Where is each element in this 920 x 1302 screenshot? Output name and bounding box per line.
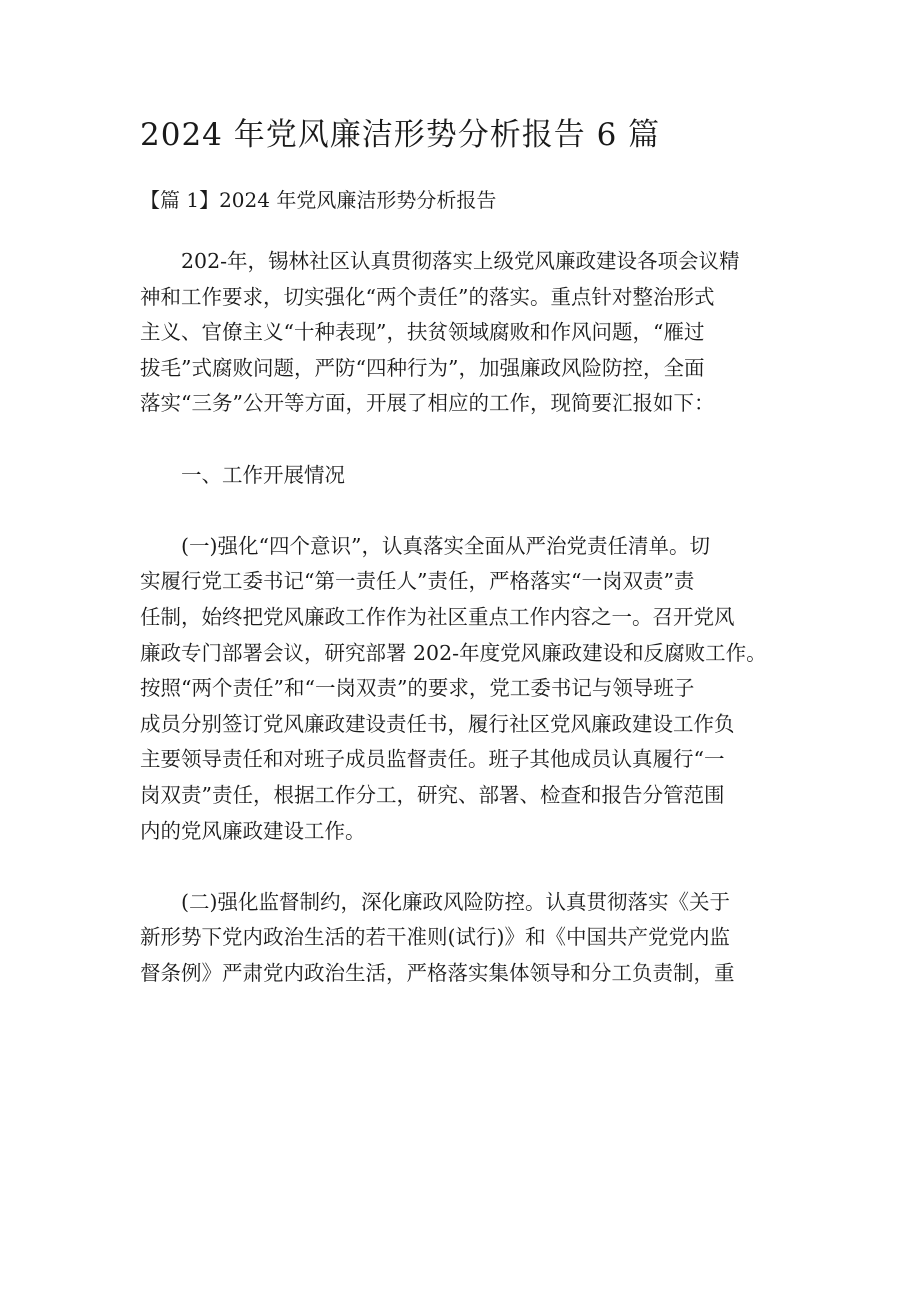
paragraph-line: 按照“两个责任”和“一岗双责”的要求，党工委书记与领导班子: [140, 676, 695, 701]
paragraph-line: 岗双责”责任，根据工作分工，研究、部署、检查和报告分管范围: [140, 782, 725, 807]
paragraph-line: (一)强化“四个意识”，认真落实全面从严治党责任清单。切: [181, 533, 710, 558]
paragraph-line: 主要领导责任和对班子成员监督责任。班子其他成员认真履行“一: [140, 747, 725, 772]
paragraph-intro: [140, 244, 830, 422]
paragraph-line: 神和工作要求，切实强化“两个责任”的落实。重点针对整治形式: [140, 284, 715, 309]
document-body: [140, 244, 830, 991]
paragraph-line: 任制，始终把党风廉政工作作为社区重点工作内容之一。召开党风: [140, 604, 735, 629]
paragraph-item-two: [140, 885, 830, 992]
paragraph-spacer: [140, 422, 830, 458]
paragraph-line: 新形势下党内政治生活的若干准则(试行)》和《中国共产党党内监: [140, 925, 730, 950]
paragraph-line: (二)强化监督制约，深化廉政风险防控。认真贯彻落实《关于: [181, 889, 730, 914]
paragraph-line: 内的党风廉政建设工作。: [140, 818, 366, 843]
paragraph-line: 一、工作开展情况: [181, 462, 345, 487]
paragraph-line: 廉政专门部署会议，研究部署 202-年度党风廉政建设和反腐败工作。: [140, 640, 767, 665]
section-heading: 【篇 1】2024 年党风廉洁形势分析报告: [140, 188, 497, 212]
paragraph-line: 成员分别签订党风廉政建设责任书，履行社区党风廉政建设工作负: [140, 711, 735, 736]
paragraph-line: 202-年，锡林社区认真贯彻落实上级党风廉政建设各项会议精: [181, 249, 740, 273]
paragraph-line: 落实“三务”公开等方面，开展了相应的工作，现简要汇报如下：: [140, 391, 715, 416]
paragraph-line: 主义、官僚主义“十种表现”，扶贫领域腐败和作风问题，“雁过: [140, 320, 705, 345]
paragraph-spacer: [140, 493, 830, 529]
paragraph-spacer: [140, 849, 830, 885]
paragraph-line: 督条例》严肃党内政治生活，严格落实集体领导和分工负责制，重: [140, 960, 735, 985]
paragraph-item-one: [140, 529, 830, 849]
paragraph-line: 拔毛”式腐败问题，严防“四种行为”，加强廉政风险防控，全面: [140, 355, 705, 380]
section-one-heading: [140, 458, 830, 494]
document-title: 2024 年党风廉洁形势分析报告 6 篇: [140, 117, 661, 153]
paragraph-line: 实履行党工委书记“第一责任人”责任，严格落实“一岗双责”责: [140, 569, 695, 594]
